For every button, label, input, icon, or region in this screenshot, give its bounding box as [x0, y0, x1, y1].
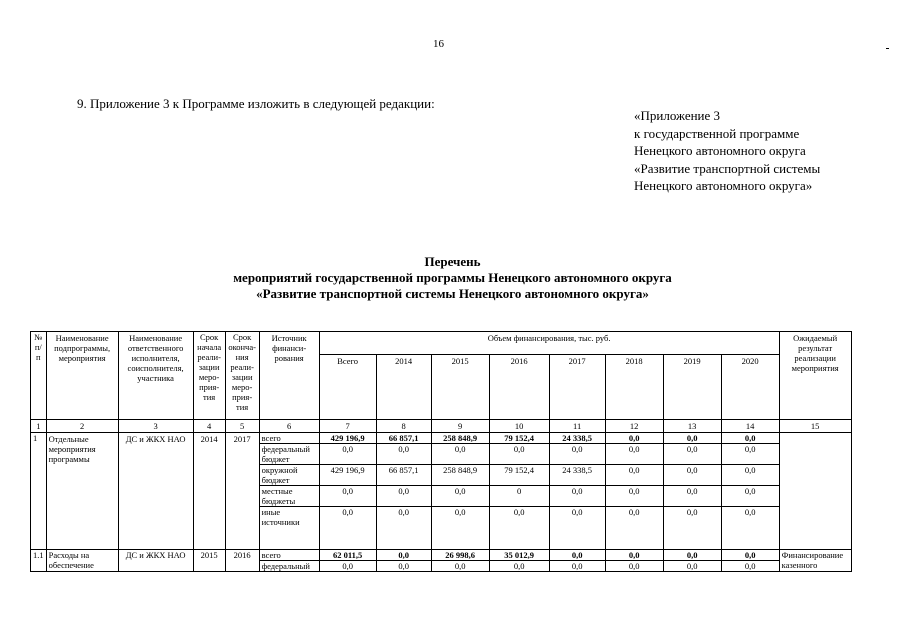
value-cell: 0,0 [319, 444, 376, 465]
value-cell: 66 857,1 [376, 465, 431, 486]
value-cell: 0,0 [663, 465, 721, 486]
value-cell: 0,0 [549, 486, 605, 507]
title-line: Перечень [424, 254, 481, 269]
value-cell: 0,0 [605, 561, 663, 572]
value-cell: 0,0 [431, 507, 489, 550]
column-number: 12 [605, 420, 663, 433]
value-cell: 0,0 [663, 561, 721, 572]
value-cell: 0,0 [376, 550, 431, 561]
row-end: 2016 [225, 550, 259, 572]
column-number: 4 [193, 420, 225, 433]
header-year: 2016 [489, 355, 549, 420]
column-number: 1 [31, 420, 47, 433]
source-label: местные бюджеты [259, 486, 319, 507]
header-result: Ожидаемый результат реализации мероприятия [779, 332, 851, 420]
value-cell: 0,0 [431, 486, 489, 507]
header-year: 2018 [605, 355, 663, 420]
value-cell: 24 338,5 [549, 465, 605, 486]
amendment-intro: 9. Приложение 3 к Программе изложить в следующей редакции: [77, 96, 435, 111]
value-cell: 0,0 [605, 444, 663, 465]
value-cell: 0,0 [319, 507, 376, 550]
column-number: 6 [259, 420, 319, 433]
value-cell: 0,0 [319, 486, 376, 507]
row-num: 1.1 [31, 550, 47, 572]
value-cell: 0,0 [721, 433, 779, 444]
column-number: 8 [376, 420, 431, 433]
row-name: Расходы на обеспечение [46, 550, 118, 572]
value-cell: 0,0 [549, 561, 605, 572]
value-cell: 0,0 [663, 550, 721, 561]
value-cell: 0,0 [663, 507, 721, 550]
header-year: 2019 [663, 355, 721, 420]
value-cell: 0,0 [431, 561, 489, 572]
value-cell: 0,0 [549, 507, 605, 550]
header-funding: Объем финансирования, тыс. руб. [319, 332, 779, 355]
header-year: 2014 [376, 355, 431, 420]
header-year: 2017 [549, 355, 605, 420]
row-end: 2017 [225, 433, 259, 550]
value-cell: 0,0 [376, 561, 431, 572]
value-cell: 429 196,9 [319, 433, 376, 444]
value-cell: 0,0 [489, 507, 549, 550]
source-label: окружной бюджет [259, 465, 319, 486]
value-cell: 0,0 [489, 444, 549, 465]
row-name: Отдельные мероприятия программы [46, 433, 118, 550]
value-cell: 258 848,9 [431, 433, 489, 444]
column-number: 2 [46, 420, 118, 433]
value-cell: 24 338,5 [549, 433, 605, 444]
value-cell: 0,0 [605, 507, 663, 550]
column-number: 10 [489, 420, 549, 433]
appendix-line: к государственной программе [634, 125, 800, 141]
appendix-line: «Приложение 3 [634, 108, 721, 123]
appendix-line: Ненецкого автономного округа» [634, 178, 813, 193]
value-cell: 0,0 [663, 433, 721, 444]
value-cell: 0,0 [663, 444, 721, 465]
value-cell: 79 152,4 [489, 433, 549, 444]
header-num: № п/п [31, 332, 47, 420]
value-cell: 0,0 [549, 550, 605, 561]
value-cell: 0,0 [721, 507, 779, 550]
source-label: всего [259, 433, 319, 444]
value-cell: 0,0 [376, 444, 431, 465]
page-number: 16 [433, 38, 444, 50]
value-cell: 0,0 [721, 465, 779, 486]
value-cell: 0,0 [605, 433, 663, 444]
column-number: 15 [779, 420, 851, 433]
document-title [0, 254, 905, 302]
header-responsible: Наименование ответственного исполнителя, соисполнителя, участника [118, 332, 193, 420]
value-cell: 0 [489, 486, 549, 507]
value-cell: 258 848,9 [431, 465, 489, 486]
value-cell: 0,0 [605, 465, 663, 486]
value-cell: 66 857,1 [376, 433, 431, 444]
source-label: федеральный бюджет [259, 444, 319, 465]
column-number: 3 [118, 420, 193, 433]
value-cell: 79 152,4 [489, 465, 549, 486]
value-cell: 0,0 [605, 486, 663, 507]
value-cell: 0,0 [376, 507, 431, 550]
row-responsible: ДС и ЖКХ НАО [118, 550, 193, 572]
value-cell: 26 998,6 [431, 550, 489, 561]
value-cell: 35 012,9 [489, 550, 549, 561]
header-end: Срок оконча-ния реали-зации меро-прия-тия [225, 332, 259, 420]
appendix-heading [634, 107, 820, 195]
measures-table [30, 331, 852, 572]
header-name: Наименование подпрограммы, мероприятия [46, 332, 118, 420]
appendix-line: «Развитие транспортной системы [634, 160, 821, 176]
column-number: 5 [225, 420, 259, 433]
source-label: всего [259, 550, 319, 561]
header-year: Всего [319, 355, 376, 420]
row-start: 2014 [193, 433, 225, 550]
column-number: 14 [721, 420, 779, 433]
value-cell: 0,0 [721, 444, 779, 465]
value-cell: 0,0 [319, 561, 376, 572]
header-start: Срок начала реали-зации меро-прия-тия [193, 332, 225, 420]
margin-mark [886, 48, 889, 49]
value-cell: 0,0 [376, 486, 431, 507]
value-cell: 62 011,5 [319, 550, 376, 561]
value-cell: 0,0 [721, 550, 779, 561]
title-line: мероприятий государственной программы Ненецкого автономного округа [233, 270, 672, 285]
value-cell: 0,0 [663, 486, 721, 507]
value-cell: 0,0 [605, 550, 663, 561]
title-line: «Развитие транспортной системы Ненецкого автономного округа» [256, 286, 649, 301]
column-number: 7 [319, 420, 376, 433]
source-label: федеральный [259, 561, 319, 572]
row-result: Финансирование казенного [779, 550, 851, 572]
value-cell: 0,0 [721, 561, 779, 572]
source-label: иные источники [259, 507, 319, 550]
header-year: 2020 [721, 355, 779, 420]
column-number: 13 [663, 420, 721, 433]
value-cell: 0,0 [489, 561, 549, 572]
row-start: 2015 [193, 550, 225, 572]
value-cell: 0,0 [549, 444, 605, 465]
row-responsible: ДС и ЖКХ НАО [118, 433, 193, 550]
row-result [779, 433, 851, 550]
column-number: 11 [549, 420, 605, 433]
value-cell: 0,0 [721, 486, 779, 507]
header-source: Источник финанси-рования [259, 332, 319, 420]
value-cell: 429 196,9 [319, 465, 376, 486]
row-num: 1 [31, 433, 47, 550]
appendix-line: Ненецкого автономного округа [634, 143, 806, 158]
value-cell: 0,0 [431, 444, 489, 465]
column-number: 9 [431, 420, 489, 433]
header-year: 2015 [431, 355, 489, 420]
